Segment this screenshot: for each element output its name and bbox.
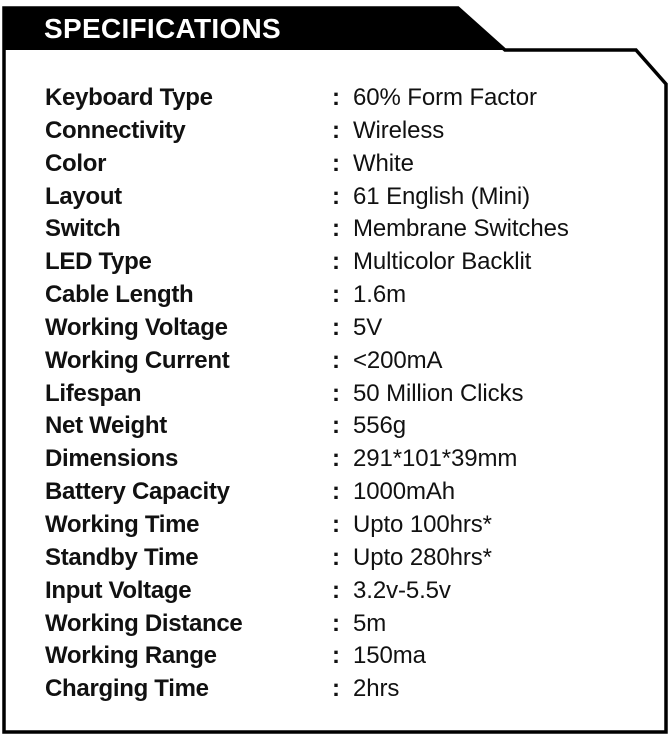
spec-separator: : [332,609,340,637]
spec-separator: : [332,346,340,374]
spec-separator: : [332,116,340,144]
spec-list [45,82,645,706]
spec-separator: : [332,248,340,276]
spec-row [45,575,645,608]
spec-value: 3.2v-5.5v [353,576,451,604]
spec-row [45,640,645,673]
spec-separator: : [332,215,340,243]
spec-label: Input Voltage [45,576,192,604]
spec-value: Upto 100hrs* [353,510,492,538]
spec-value: 1.6m [353,281,406,309]
spec-row [45,410,645,443]
spec-value: 50 Million Clicks [353,379,524,407]
spec-value: 291*101*39mm [353,445,518,473]
spec-value: 150ma [353,642,426,670]
spec-label: Working Distance [45,609,243,637]
spec-row [45,115,645,148]
spec-value: 5m [353,609,387,637]
spec-row [45,148,645,181]
spec-value: 60% Form Factor [353,84,537,111]
spec-label: Working Range [45,642,217,670]
spec-row [45,213,645,246]
spec-separator: : [332,84,340,111]
spec-label: Standby Time [45,543,199,571]
spec-separator: : [332,379,340,407]
spec-label: LED Type [45,248,152,276]
spec-row [45,542,645,575]
spec-label: Dimensions [45,445,179,473]
spec-value: Membrane Switches [353,215,569,243]
spec-row [45,345,645,378]
spec-label: Keyboard Type [45,84,213,111]
spec-row [45,608,645,641]
spec-row [45,82,645,115]
spec-separator: : [332,478,340,506]
spec-value: 556g [353,412,406,440]
spec-label: Working Current [45,346,230,374]
spec-value: 1000mAh [353,478,456,506]
spec-separator: : [332,182,340,210]
spec-row [45,443,645,476]
spec-separator: : [332,313,340,341]
spec-value: 2hrs [353,675,400,703]
spec-label: Working Time [45,510,200,538]
spec-separator: : [332,445,340,473]
spec-row [45,279,645,312]
spec-separator: : [332,412,340,440]
spec-row [45,673,645,706]
section-title: SPECIFICATIONS [44,13,282,44]
spec-separator: : [332,149,340,177]
spec-label: Battery Capacity [45,478,230,506]
spec-row [45,509,645,542]
spec-row [45,246,645,279]
spec-value: Upto 280hrs* [353,543,492,571]
spec-label: Color [45,149,107,177]
spec-separator: : [332,642,340,670]
spec-label: Net Weight [45,412,167,440]
spec-value: 61 English (Mini) [353,182,531,210]
spec-label: Charging Time [45,675,209,703]
spec-label: Working Voltage [45,313,228,341]
spec-separator: : [332,281,340,309]
spec-separator: : [332,543,340,571]
spec-row [45,476,645,509]
spec-value: White [353,149,414,177]
spec-row [45,378,645,411]
spec-value: 5V [353,313,383,341]
spec-separator: : [332,576,340,604]
spec-separator: : [332,675,340,703]
spec-label: Layout [45,182,122,210]
spec-value: <200mA [353,346,443,374]
spec-label: Connectivity [45,116,186,144]
spec-label: Lifespan [45,379,142,407]
spec-label: Cable Length [45,281,194,309]
spec-row [45,312,645,345]
spec-value: Multicolor Backlit [353,248,532,276]
spec-separator: : [332,510,340,538]
spec-value: Wireless [353,116,445,144]
spec-label: Switch [45,215,121,243]
spec-row [45,181,645,214]
